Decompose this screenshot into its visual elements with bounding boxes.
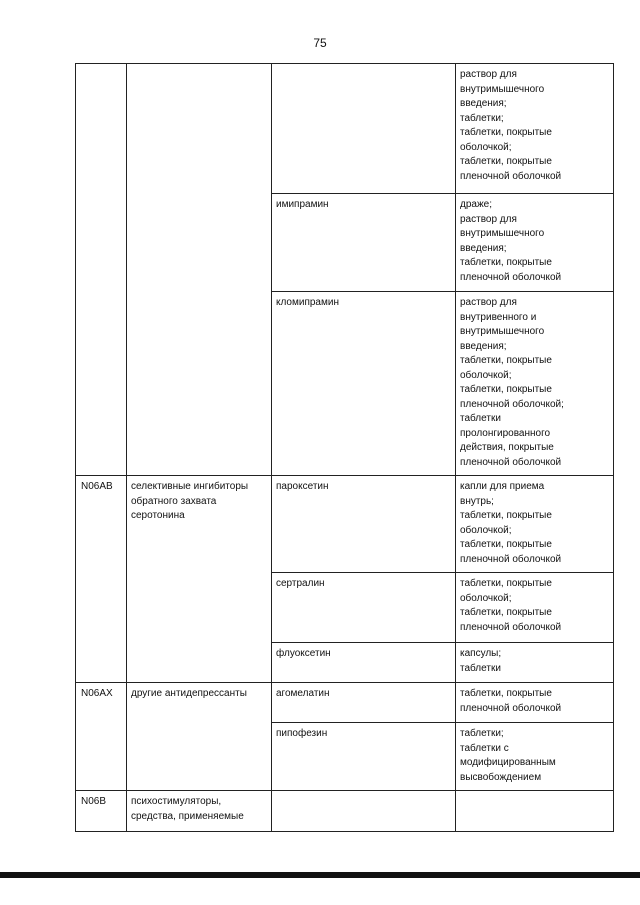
atc-code-cell: N06B xyxy=(76,791,127,832)
table-row xyxy=(76,683,614,723)
group-name-cell: селективные ингибиторы обратного захвата серотонина xyxy=(127,476,272,683)
dosage-forms-cell: таблетки, покрытые пленочной оболочкой xyxy=(456,683,614,723)
drug-name-cell xyxy=(272,64,456,194)
group-name-cell xyxy=(127,64,272,476)
group-name-cell: другие антидепрессанты xyxy=(127,683,272,791)
page-number: 75 xyxy=(313,36,327,50)
page-bottom-rule xyxy=(0,872,640,878)
dosage-forms-cell: раствор для внутривенного и внутримышечного введения; таблетки, покрытые оболочкой; таблетки, покрытые пленочной оболочкой; таблетки пролонгированного действия, покрытые пленочной оболочкой xyxy=(456,292,614,476)
dosage-forms-cell: капсулы; таблетки xyxy=(456,643,614,683)
atc-code-cell xyxy=(76,64,127,476)
drug-name-cell: пипофезин xyxy=(272,723,456,791)
dosage-forms-cell: капли для приема внутрь; таблетки, покрытые оболочкой; таблетки, покрытые пленочной оболочкой xyxy=(456,476,614,573)
dosage-forms-cell: драже; раствор для внутримышечного введения; таблетки, покрытые пленочной оболочкой xyxy=(456,194,614,292)
drug-table xyxy=(75,63,614,832)
drug-name-cell: сертралин xyxy=(272,573,456,643)
drug-name-cell: флуоксетин xyxy=(272,643,456,683)
table-row xyxy=(76,476,614,573)
drug-name-cell: агомелатин xyxy=(272,683,456,723)
drug-name-cell: пароксетин xyxy=(272,476,456,573)
drug-name-cell: кломипрамин xyxy=(272,292,456,476)
drug-name-cell: имипрамин xyxy=(272,194,456,292)
table-row xyxy=(76,791,614,832)
dosage-forms-cell: раствор для внутримышечного введения; таблетки; таблетки, покрытые оболочкой; таблетки, покрытые пленочной оболочкой xyxy=(456,64,614,194)
dosage-forms-cell xyxy=(456,791,614,832)
drug-name-cell xyxy=(272,791,456,832)
atc-code-cell: N06AB xyxy=(76,476,127,683)
dosage-forms-cell: таблетки; таблетки с модифицированным высвобождением xyxy=(456,723,614,791)
atc-code-cell: N06AX xyxy=(76,683,127,791)
table-row xyxy=(76,64,614,194)
dosage-forms-cell: таблетки, покрытые оболочкой; таблетки, покрытые пленочной оболочкой xyxy=(456,573,614,643)
group-name-cell: психостимуляторы, средства, применяемые xyxy=(127,791,272,832)
